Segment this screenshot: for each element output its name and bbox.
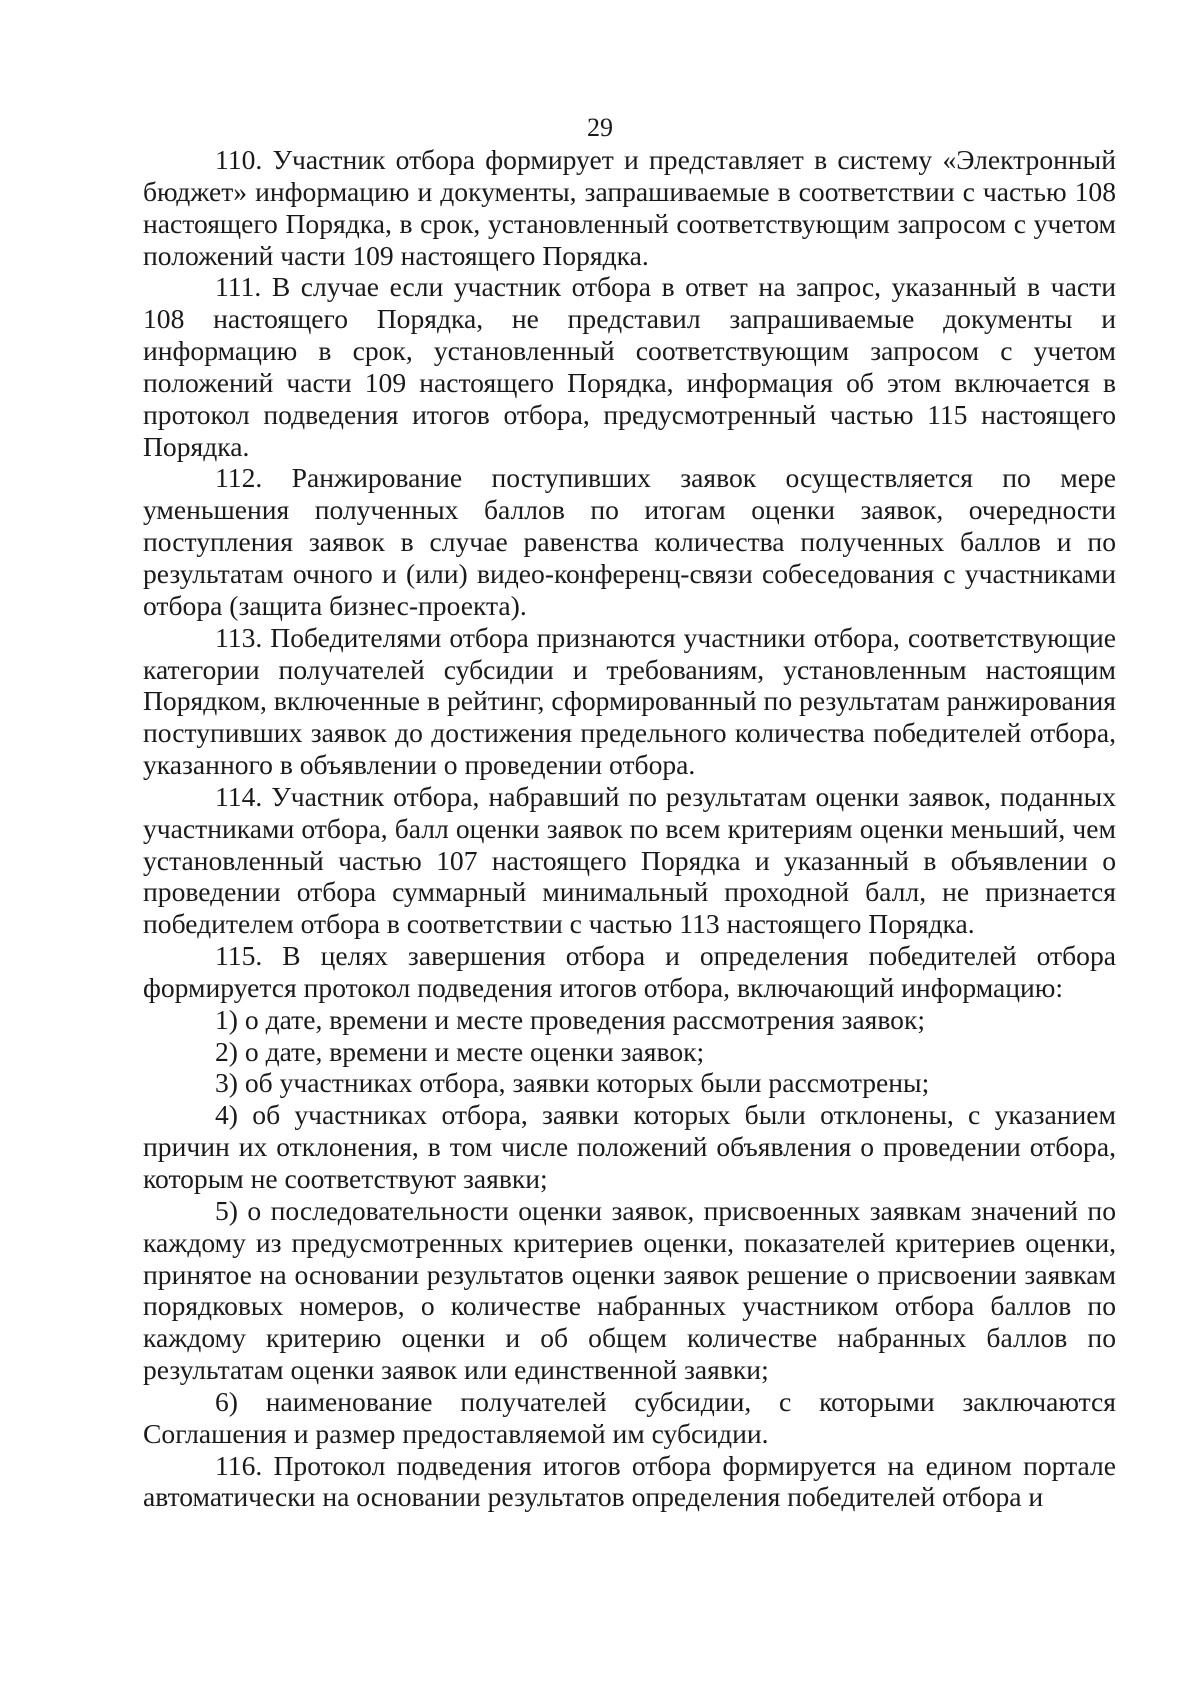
document-body [143, 144, 1116, 1513]
paragraph-116: 116. Протокол подведения итогов отбора формируется на едином портале автоматически на основании результатов определения победителей отбора и [143, 1449, 1116, 1513]
list-item-5: 5) о последовательности оценки заявок, присвоенных заявкам значений по каждому из предусмотренных критериев оценки, показателей критериев оценки, принятое на основании результатов оценки заявок решение о присвоении заявкам порядковых номеров, о количестве набранных участником отбора баллов по каждому критерию оценки и об общем количестве набранных баллов по результатам оценки заявок или единственной заявки; [143, 1194, 1116, 1386]
page-number: 29 [587, 113, 613, 142]
paragraph-115: 115. В целях завершения отбора и определения победителей отбора формируется протокол подведения итогов отбора, включающий информацию: [143, 940, 1116, 1003]
paragraph-113: 113. Победителями отбора признаются участники отбора, соответствующие категории получателей субсидии и требованиям, установленным настоящим Порядком, включенные в рейтинг, сформированный по результатам ранжирования поступивших заявок до достижения предельного количества победителей отбора, указанного в объявлении о проведении отбора. [143, 621, 1116, 781]
paragraph-114: 114. Участник отбора, набравший по результатам оценки заявок, поданных участниками отбора, балл оценки заявок по всем критериям оценки меньший, чем установленный частью 107 настоящего Порядка и указанный в объявлении о проведении отбора суммарный минимальный проходной балл, не признается победителем отбора в соответствии с частью 113 настоящего Порядка. [143, 780, 1116, 940]
list-item-3: 3) об участниках отбора, заявки которых были рассмотрены; [215, 1067, 930, 1099]
paragraph-110: 110. Участник отбора формирует и представляет в систему «Электронный бюджет» информацию и документы, запрашиваемые в соответствии с частью 108 настоящего Порядка, в срок, установленный соответствующим запросом с учетом положений части 109 настоящего Порядка. [143, 144, 1116, 271]
list-item-6: 6) наименование получателей субсидии, с которыми заключаются Соглашения и размер предоставляемой им субсидии. [143, 1385, 1116, 1449]
list-item-1: 1) о дате, времени и месте проведения рассмотрения заявок; [215, 1003, 926, 1035]
paragraph-111: 111. В случае если участник отбора в ответ на запрос, указанный в части 108 настоящего Порядка, не представил запрашиваемые документы и информацию в срок, установленный соответствующим запросом с учетом положений части 109 настоящего Порядка, информация об этом включается в протокол подведения итогов отбора, предусмотренный частью 115 настоящего Порядка. [143, 271, 1116, 462]
list-item-4: 4) об участниках отбора, заявки которых были отклонены, с указанием причин их отклонения, в том числе положений объявления о проведении отбора, которым не соответствуют заявки; [143, 1099, 1116, 1194]
list-item-2: 2) о дате, времени и месте оценки заявок; [215, 1035, 705, 1067]
paragraph-112: 112. Ранжирование поступивших заявок осуществляется по мере уменьшения полученных баллов по итогам оценки заявок, очередности поступления заявок в случае равенства количества полученных баллов и по результатам очного и (или) видео-конференц-связи собеседования с участниками отбора (защита бизнес-проекта). [143, 462, 1116, 621]
